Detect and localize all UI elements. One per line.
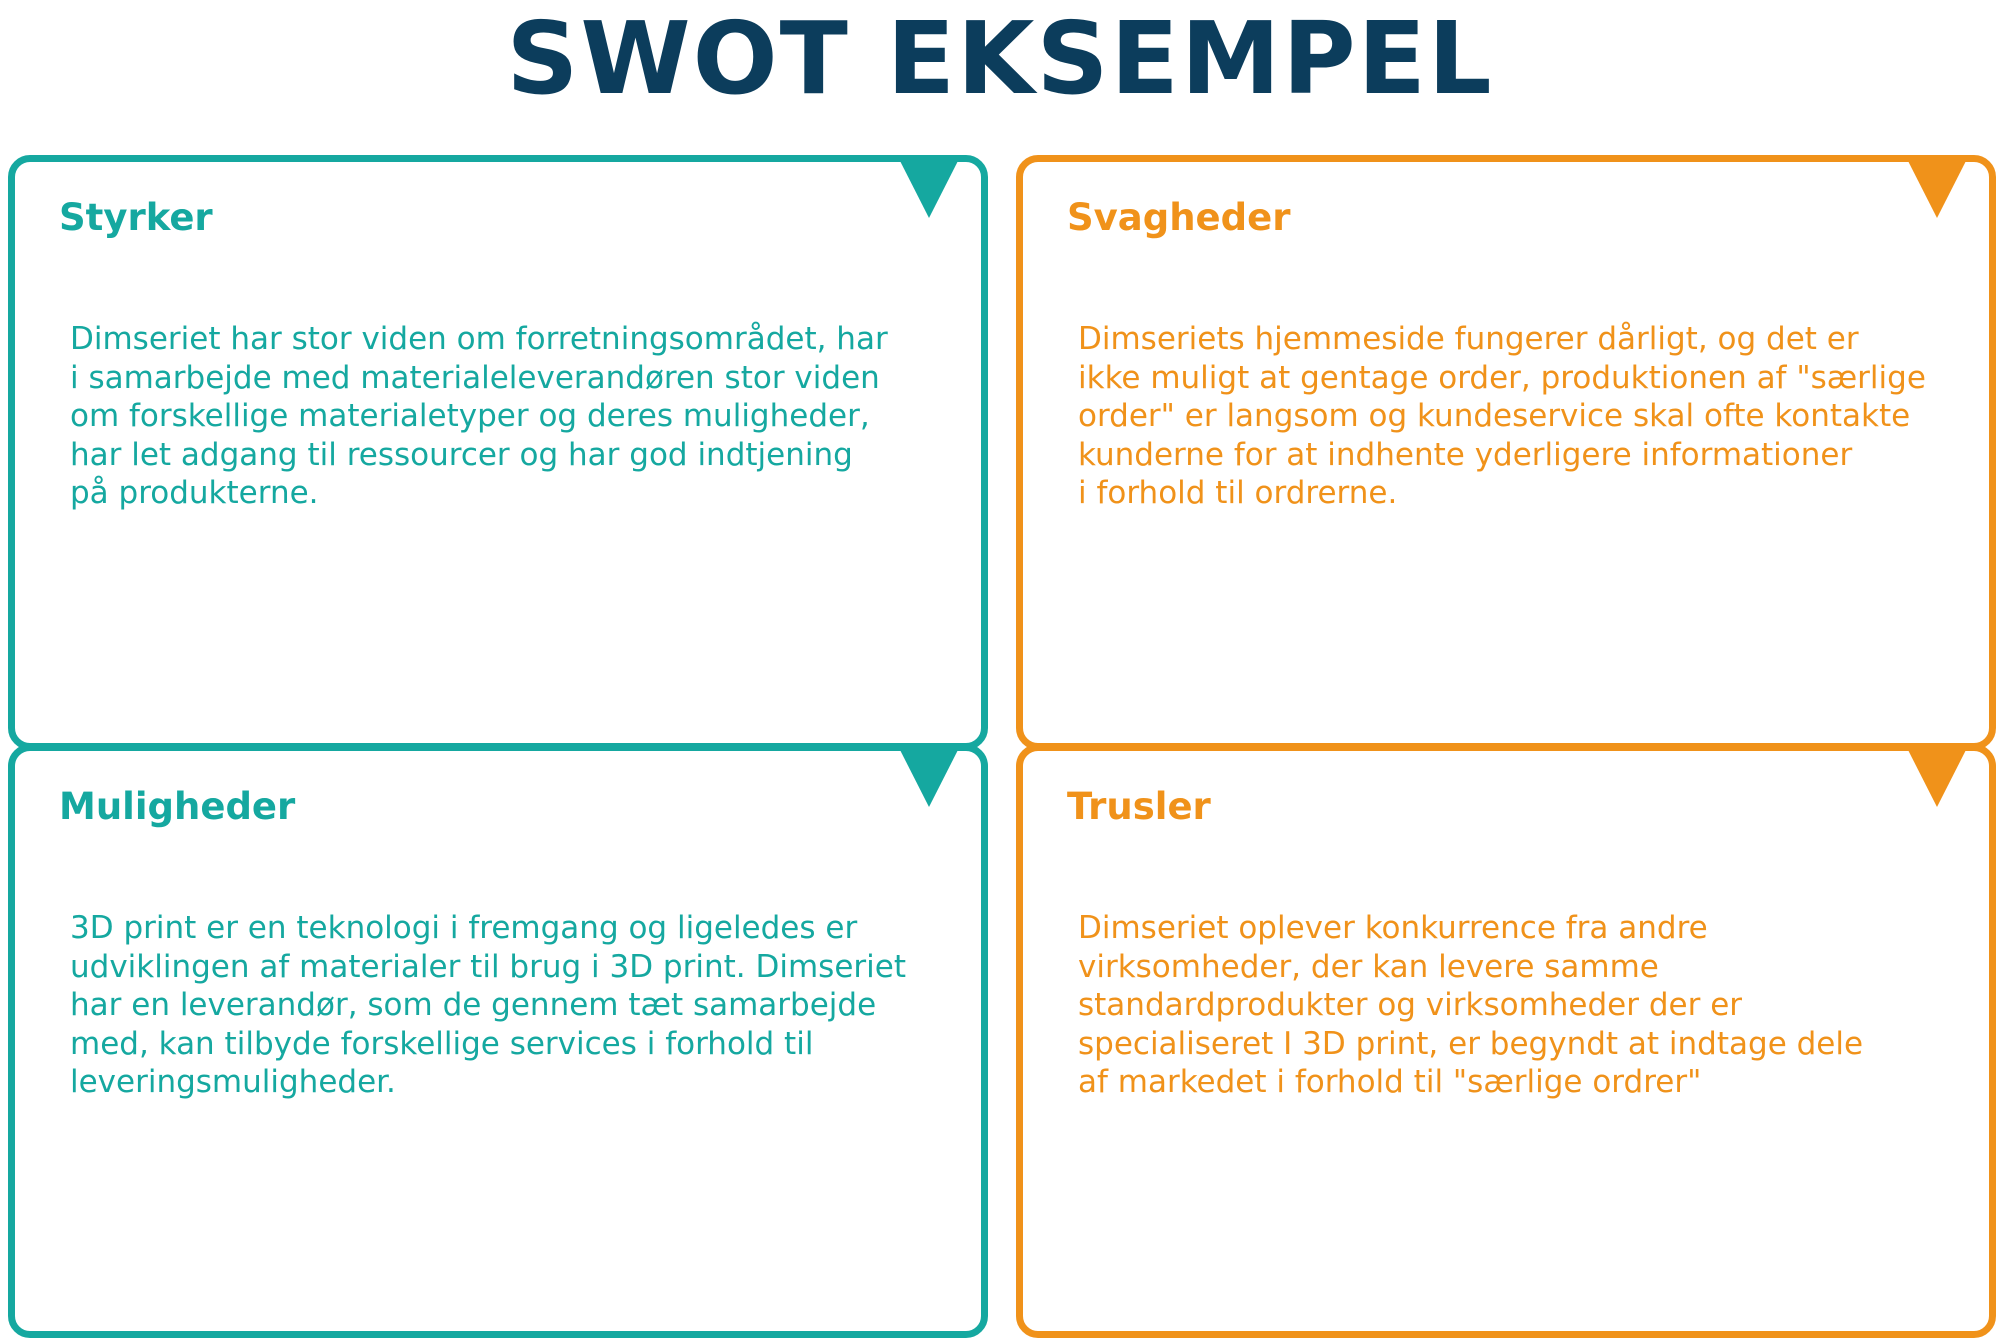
threats-text: Dimseriet oplever konkurrence fra andre virksomheder, der kan levere samme standardprodukter og virksomheder der er specialiseret I 3D print, er begyndt at indtage dele af markedet i forhold til "særlige ordrer" <box>1078 910 1864 1100</box>
opportunities-text: 3D print er en teknologi i fremgang og ligeledes er udviklingen af materialer til brug i 3D print. Dimseriet har en leverandør, som de gennem tæt samarbejde med, kan tilbyde forskellige services i forhold til leveringsmuligheder. <box>70 910 906 1100</box>
threats-quadrant <box>1016 744 1996 1338</box>
weaknesses-text: Dimseriets hjemmeside fungerer dårligt, og det er ikke muligt at gentage order, produktionen af "særlige order" er langsom og kundeservice skal ofte kontakte kunderne for at indhente yderligere informationer i forhold til ordrerne. <box>1078 321 1926 511</box>
threats-heading: Trusler <box>1067 785 1211 828</box>
weaknesses-quadrant <box>1016 155 1996 750</box>
opportunities-heading: Muligheder <box>59 785 296 828</box>
corner-triangle-marker <box>897 155 961 218</box>
weaknesses-heading: Svagheder <box>1067 196 1291 239</box>
opportunities-quadrant <box>8 744 988 1338</box>
strengths-text: Dimseriet har stor viden om forretningsområdet, har i samarbejde med materialeleverandøren stor viden om forskellige materialetyper og deres muligheder, har let adgang til ressourcer og har god indtjening på produkterne. <box>70 321 888 511</box>
corner-triangle-marker <box>1905 744 1969 807</box>
corner-triangle-marker <box>897 744 961 807</box>
strengths-heading: Styrker <box>59 196 213 239</box>
page-title: SWOT EKSEMPEL <box>506 0 1494 117</box>
strengths-quadrant <box>8 155 988 750</box>
corner-triangle-marker <box>1905 155 1969 218</box>
